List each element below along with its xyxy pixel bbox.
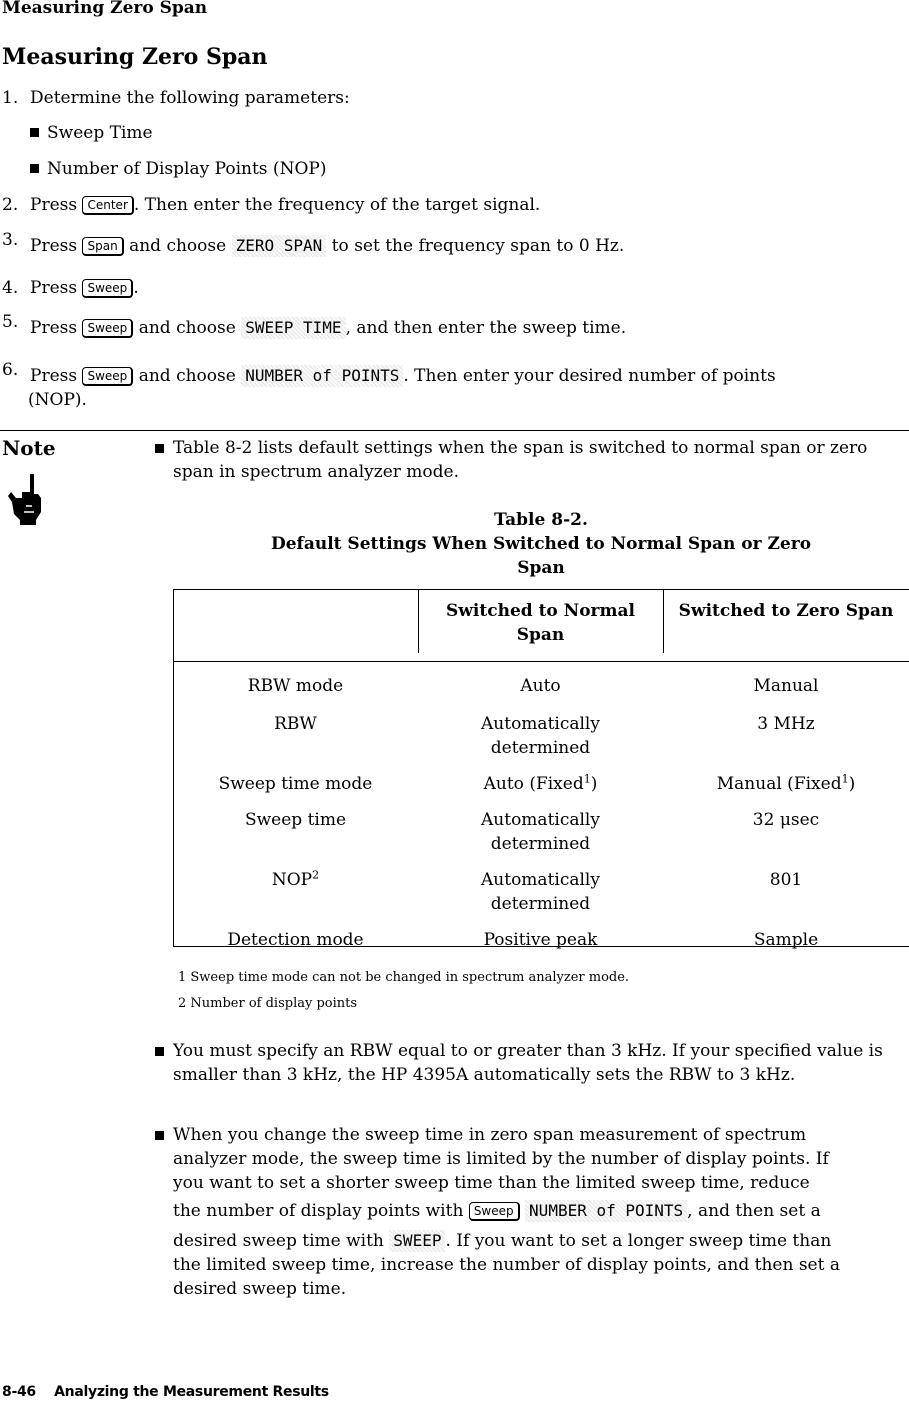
footnote-ref: 1 — [841, 771, 849, 785]
table-row — [173, 928, 909, 958]
span-key[interactable]: Span — [82, 237, 123, 256]
zero-span-softkey[interactable]: ZERO SPAN — [232, 235, 327, 257]
table-cell — [173, 868, 418, 928]
line: desired sweep time. — [173, 1279, 347, 1299]
line: analyzer mode, the sweep time is limited by the number of display points. If — [173, 1149, 829, 1169]
cell-text: NOP — [271, 869, 313, 890]
step-text: to set the frequency span to 0 Hz. — [331, 236, 625, 256]
paragraph-text: You must specify an RBW equal to or greater than 3 kHz. If your specified value is smaller than 3 kHz, the HP 4395A automatically sets the RBW to 3 kHz. — [173, 1041, 883, 1085]
table-cell: 801 — [769, 869, 803, 890]
cell-text: Automatically — [481, 869, 600, 890]
step-text: . Then enter the frequency of the target signal. — [133, 195, 541, 215]
header-text: Span — [516, 625, 565, 645]
table-row — [173, 772, 909, 808]
bullet-icon — [30, 128, 39, 137]
table-cell — [418, 868, 663, 928]
table-cell: Sweep time — [244, 809, 347, 830]
note-paragraph-2 — [155, 1039, 895, 1087]
step-number: 5. — [2, 312, 19, 332]
table-cell — [418, 808, 663, 868]
bullet-sweep-time — [30, 121, 153, 145]
line-text: . If you want to set a longer sweep time than — [445, 1231, 832, 1251]
step-text: . — [133, 278, 139, 298]
step-number: 1. — [2, 88, 19, 108]
footnote-ref: 2 — [312, 867, 320, 881]
step-text: , and then enter the sweep time. — [345, 318, 627, 338]
step-number: 6. — [2, 360, 19, 380]
line-text: the number of display points with — [173, 1201, 464, 1221]
table-cell: Positive peak — [483, 929, 598, 950]
pointing-hand-icon — [8, 472, 44, 526]
number-of-points-softkey[interactable]: NUMBER of POINTS — [241, 365, 403, 387]
sweep-key[interactable]: Sweep — [82, 367, 133, 386]
section-title: Measuring Zero Span — [2, 44, 268, 70]
chapter-title: Analyzing the Measurement Results — [54, 1384, 329, 1400]
step-text: Press — [30, 195, 78, 215]
note-divider — [0, 430, 909, 431]
table-caption-number: Table 8-2. — [494, 510, 588, 530]
line-text: desired sweep time with — [173, 1231, 384, 1251]
table-cell: Detection mode — [227, 929, 364, 950]
table-cell — [418, 712, 663, 772]
number-of-points-softkey[interactable]: NUMBER of POINTS — [525, 1200, 687, 1222]
table-row — [173, 674, 909, 712]
bullet-icon — [155, 444, 164, 453]
step-text: Press — [30, 366, 78, 386]
table-caption-title-cont: Span — [517, 558, 565, 578]
table-cell: Auto — [520, 675, 561, 696]
footnote-2: 2 Number of display points — [178, 996, 358, 1011]
column-header-zero-span: Switched to Zero Span — [663, 589, 909, 662]
table-row — [173, 808, 909, 868]
table-caption-title: Default Settings When Switched to Normal Span or Zero — [270, 534, 812, 554]
table-cell: 32 μsec — [752, 809, 820, 830]
table-cell: Sample — [753, 929, 819, 950]
step-number: 2. — [2, 195, 19, 215]
cell-text: determined — [490, 893, 591, 914]
step-text: . Then enter your desired number of points — [403, 366, 776, 386]
step-6-cont: (NOP). — [28, 390, 87, 410]
step-text: Press — [30, 278, 78, 298]
bullet-nop — [30, 157, 326, 181]
table-cell: 3 MHz — [757, 713, 815, 734]
sweep-softkey[interactable]: SWEEP — [389, 1230, 445, 1252]
line: When you change the sweep time in zero span measurement of spectrum — [173, 1125, 807, 1145]
note-paragraph-1 — [155, 436, 895, 484]
line — [173, 1229, 895, 1253]
step-text: Determine the following parameters: — [30, 88, 350, 108]
paragraph-text — [173, 1123, 895, 1301]
table-header-row — [173, 589, 909, 662]
table-cell: RBW mode — [247, 675, 344, 696]
line — [173, 1199, 895, 1223]
cell-text: Automatically — [481, 713, 600, 734]
table-row — [173, 712, 909, 772]
line: you want to set a shorter sweep time than the limited sweep time, reduce — [173, 1173, 810, 1193]
table-cell: Sweep time mode — [218, 773, 373, 794]
table-cell: RBW — [274, 713, 317, 734]
table-cell: Manual (Fixed$^1$) — [716, 771, 856, 794]
note-label: Note — [2, 436, 56, 460]
sweep-time-softkey[interactable]: SWEEP TIME — [241, 317, 345, 339]
table-row — [173, 868, 909, 928]
column-header — [173, 589, 418, 662]
center-key[interactable]: Center — [82, 196, 133, 215]
bullet-icon — [155, 1047, 164, 1056]
step-text: Press — [30, 236, 78, 256]
line: the limited sweep time, increase the number of display points, and then set a — [173, 1255, 840, 1275]
running-head: Measuring Zero Span — [2, 0, 208, 18]
step-number: 4. — [2, 278, 19, 298]
line-text: , and then set a — [687, 1201, 821, 1221]
header-text: Switched to Normal — [446, 601, 635, 621]
page-number: 8-46 — [2, 1384, 36, 1400]
bullet-icon — [155, 1131, 164, 1140]
step-number: 3. — [2, 230, 19, 250]
sweep-key[interactable]: Sweep — [82, 279, 133, 298]
sweep-key[interactable]: Sweep — [82, 319, 133, 338]
cell-text: Automatically — [481, 809, 600, 830]
footnote-ref: 1 — [583, 771, 591, 785]
sweep-key[interactable]: Sweep — [469, 1202, 520, 1221]
step-text: and choose — [138, 318, 236, 338]
cell-text: Auto (Fixed — [483, 773, 584, 794]
default-settings-table — [173, 589, 909, 958]
paragraph-text: Table 8-2 lists default settings when the span is switched to normal span or zero span in spectrum analyzer mode. — [173, 438, 868, 482]
bullet-text: Number of Display Points (NOP) — [47, 159, 327, 179]
note-paragraph-3 — [155, 1123, 895, 1301]
cell-text: Manual (Fixed — [716, 773, 842, 794]
bullet-text: Sweep Time — [47, 123, 153, 143]
page-footer — [2, 1384, 329, 1400]
step-text: Press — [30, 318, 78, 338]
cell-text: determined — [490, 833, 591, 854]
table-cell: Auto (Fixed$^1$) — [483, 771, 598, 794]
table-cell: Manual — [753, 675, 819, 696]
column-header-normal-span — [418, 589, 663, 662]
step-text: and choose — [129, 236, 227, 256]
footnote-1: 1 Sweep time mode can not be changed in spectrum analyzer mode. — [178, 970, 630, 985]
bullet-icon — [30, 164, 39, 173]
step-text: and choose — [138, 366, 236, 386]
cell-text: determined — [490, 737, 591, 758]
